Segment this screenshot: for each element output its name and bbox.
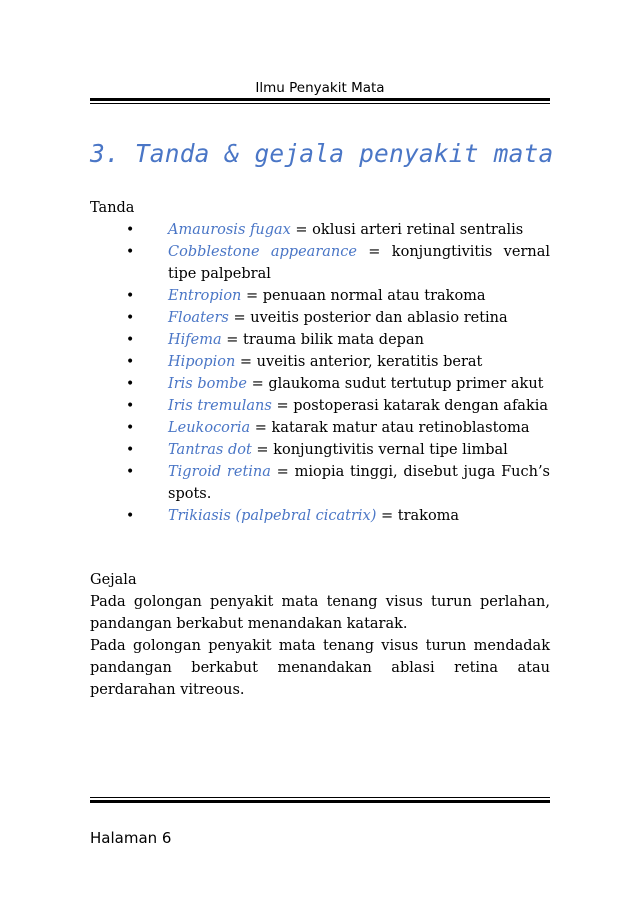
paragraph-line: Pada golongan penyakit mata tenang visus turun perlahan,: [90, 594, 550, 610]
list-item: [90, 241, 550, 285]
sign-term: Iris bombe: [168, 376, 247, 392]
list-item: [90, 505, 550, 527]
sign-term: Entropion: [168, 288, 242, 304]
bullet-icon: •: [126, 310, 135, 326]
list-item: [90, 351, 550, 373]
sign-term: Floaters: [168, 310, 229, 326]
sign-term: Cobblestone appearance: [168, 244, 357, 260]
running-header: Ilmu Penyakit Mata: [255, 80, 385, 96]
sign-term: Trikiasis (palpebral cicatrix): [168, 508, 377, 524]
list-item: [90, 307, 550, 329]
bullet-icon: •: [126, 376, 135, 392]
bullet-icon: •: [126, 398, 135, 414]
section-title: 3. Tanda & gejala penyakit mata: [90, 139, 554, 168]
bullet-icon: •: [126, 288, 135, 304]
signs-list: [90, 219, 550, 527]
sign-description: = penuaan normal atau trakoma: [241, 288, 486, 304]
page-number: Halaman 6: [90, 829, 172, 847]
sign-term: Amaurosis fugax: [168, 222, 291, 238]
sign-term: Iris tremulans: [168, 398, 272, 414]
paragraph-line: perdarahan vitreous.: [90, 682, 245, 698]
sign-term: Hipopion: [168, 354, 236, 370]
gejala-paragraph-2: [90, 635, 550, 701]
sign-description: = uveitis anterior, keratitis berat: [235, 354, 483, 370]
header-rule-thin: [90, 103, 550, 104]
gejala-label: Gejala: [90, 572, 137, 588]
gejala-paragraph-1: [90, 591, 550, 635]
list-item: [90, 329, 550, 351]
footer-rule-thin: [90, 797, 550, 798]
bullet-icon: •: [126, 420, 135, 436]
bullet-icon: •: [126, 354, 135, 370]
sign-term: Leukocoria: [168, 420, 251, 436]
sign-description: = oklusi arteri retinal sentralis: [290, 222, 524, 238]
sign-description: = miopia tinggi, disebut juga Fuch’s spots.: [168, 464, 550, 502]
footer-rule-thick: [90, 800, 550, 803]
sign-term: Hifema: [168, 332, 222, 348]
list-item: [90, 461, 550, 505]
list-item: [90, 395, 550, 417]
bullet-icon: •: [126, 442, 135, 458]
sign-description: = glaukoma sudut tertutup primer akut: [246, 376, 544, 392]
sign-description: = konjungtivitis vernal tipe palpebral: [168, 244, 550, 282]
list-item: [90, 219, 550, 241]
list-item: [90, 417, 550, 439]
sign-description: = uveitis posterior dan ablasio retina: [228, 310, 508, 326]
paragraph-line: pandangan berkabut menandakan ablasi retina atau: [90, 660, 550, 676]
header-rule-thick: [90, 98, 550, 101]
sign-description: = trakoma: [376, 508, 460, 524]
sign-description: = postoperasi katarak dengan afakia: [271, 398, 549, 414]
sign-term: Tantras dot: [168, 442, 252, 458]
sign-description: = trauma bilik mata depan: [221, 332, 424, 348]
bullet-icon: •: [126, 244, 135, 260]
sign-description: = katarak matur atau retinoblastoma: [250, 420, 530, 436]
bullet-icon: •: [126, 222, 135, 238]
list-item: [90, 373, 550, 395]
paragraph-line: Pada golongan penyakit mata tenang visus turun mendadak: [90, 638, 550, 654]
sign-term: Tigroid retina: [168, 464, 271, 480]
paragraph-line: pandangan berkabut menandakan katarak.: [90, 616, 408, 632]
bullet-icon: •: [126, 332, 135, 348]
bullet-icon: •: [126, 464, 135, 480]
list-item: [90, 285, 550, 307]
bullet-icon: •: [126, 508, 135, 524]
tanda-label: Tanda: [90, 200, 135, 216]
sign-description: = konjungtivitis vernal tipe limbal: [251, 442, 508, 458]
list-item: [90, 439, 550, 461]
